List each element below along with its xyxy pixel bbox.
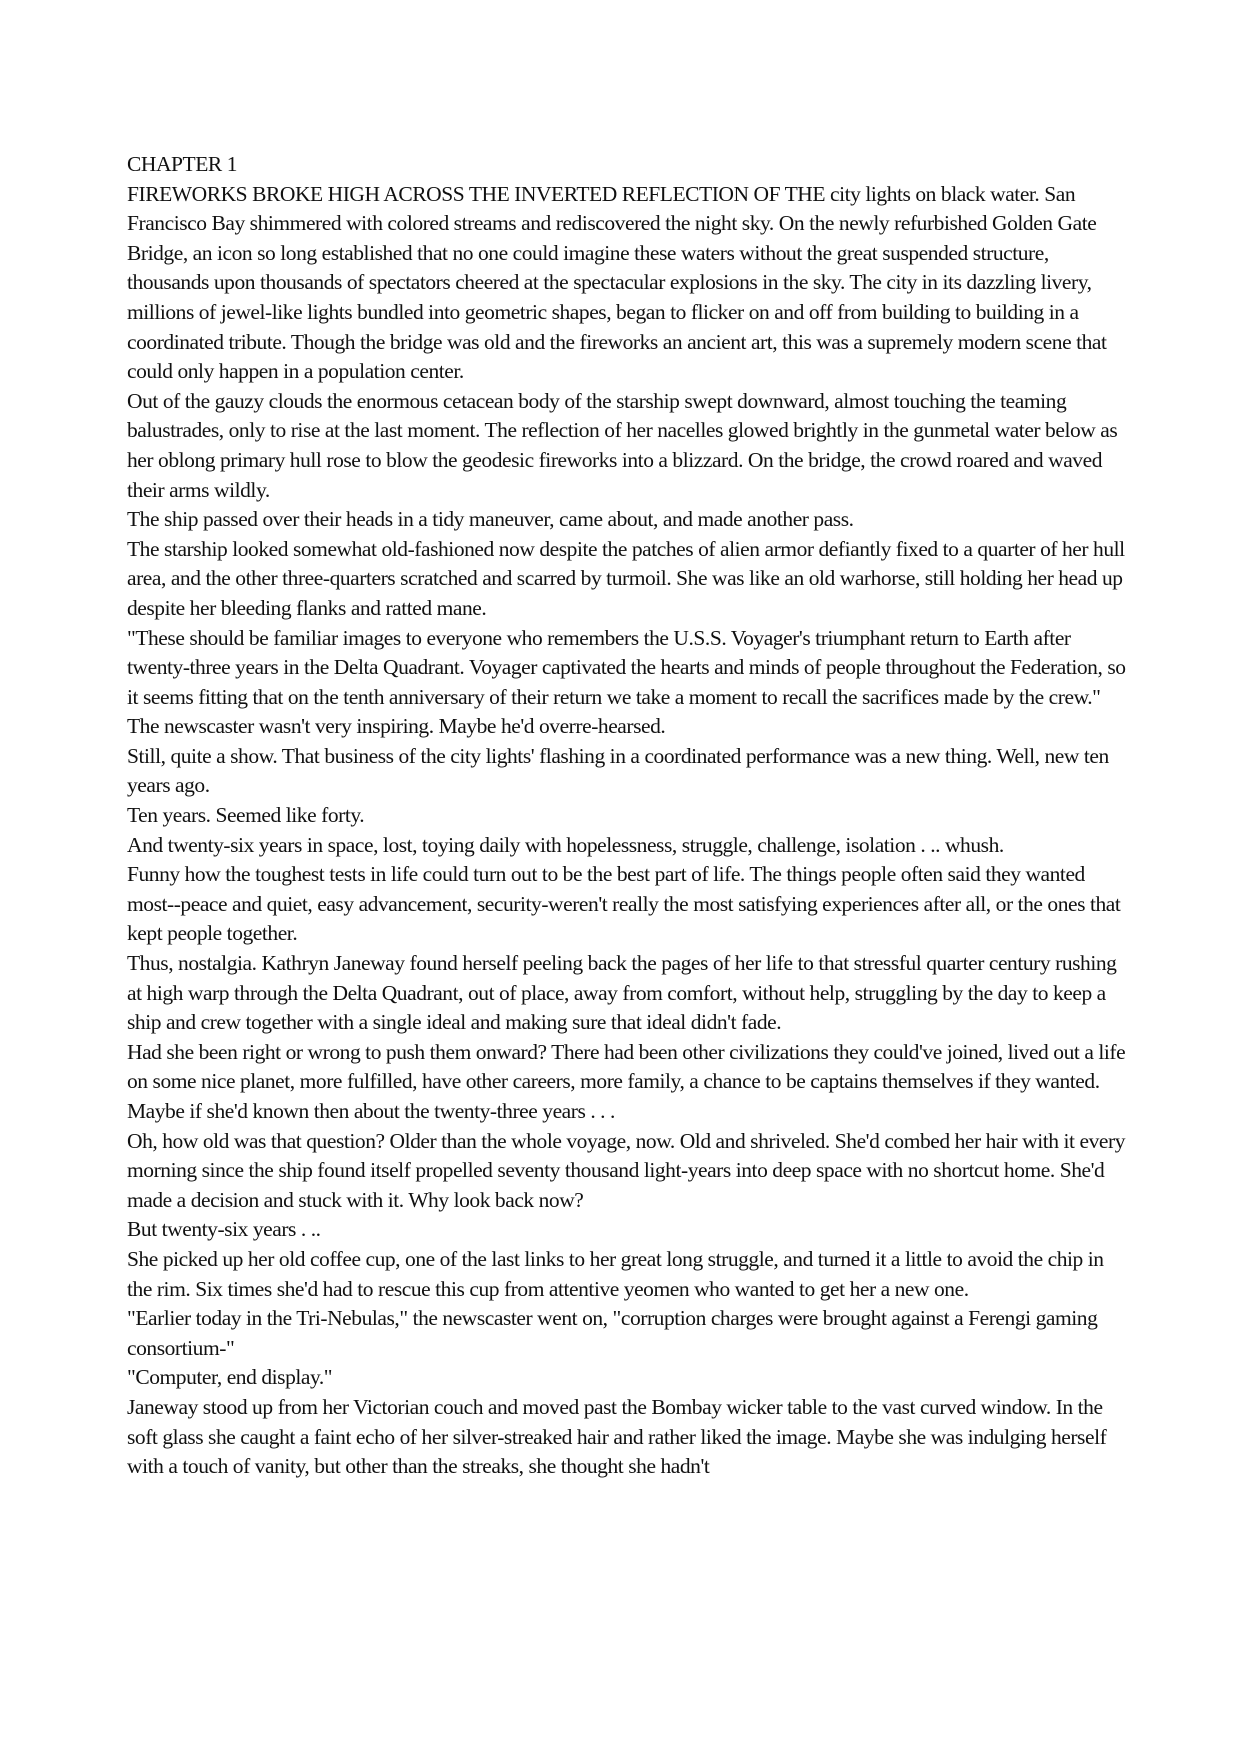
paragraph: "Earlier today in the Tri-Nebulas," the newscaster went on, "corruption charges were brought against a Ferengi gaming consortium-"	[127, 1306, 1098, 1360]
document-page	[127, 150, 1127, 1482]
paragraph: But twenty-six years . ..	[127, 1217, 321, 1242]
paragraph: Out of the gauzy clouds the enormous cetacean body of the starship swept downward, almost touching the teaming balustrades, only to rise at the last moment. The reflection of her nacelles glowed brightly in the gunmetal water below as her oblong primary hull rose to blow the geodesic fireworks into a blizzard. On the bridge, the crowd roared and waved their arms wildly.	[127, 388, 1118, 502]
chapter-heading: CHAPTER 1	[127, 152, 238, 176]
paragraph: "These should be familiar images to everyone who remembers the U.S.S. Voyager's triumphant return to Earth after twenty-three years in the Delta Quadrant. Voyager captivated the hearts and minds of people throughout the Federation, so it seems fitting that on the tenth anniversary of their return we take a moment to recall the sacrifices made by the crew."	[127, 625, 1126, 709]
paragraph: Still, quite a show. That business of the city lights' flashing in a coordinated performance was a new thing. Well, new ten years ago.	[127, 743, 1109, 798]
paragraph: Janeway stood up from her Victorian couch and moved past the Bombay wicker table to the vast curved window. In the soft glass she caught a faint echo of her silver-streaked hair and rather liked the image. Maybe she was indulging herself with a touch of vanity, but other than the streaks, she thought she hadn't	[127, 1394, 1107, 1479]
paragraph: Funny how the toughest tests in life could turn out to be the best part of life. The things people often said they wanted most--peace and quiet, easy advancement, security-weren't really the most satisfying experiences after all, or the ones that kept people together.	[127, 862, 1121, 946]
paragraph: Thus, nostalgia. Kathryn Janeway found herself peeling back the pages of her life to that stressful quarter century rushing at high warp through the Delta Quadrant, out of place, away from comfort, without help, struggling by the day to keep a ship and crew together with a single ideal and making sure that ideal didn't fade.	[127, 951, 1117, 1035]
paragraph: FIREWORKS BROKE HIGH ACROSS THE INVERTED REFLECTION OF THE city lights on black water. San Francisco Bay shimmered with colored streams and rediscovered the night sky. On the newly refurbished Golden Gate Bridge, an icon so long established that no one could imagine these waters without the great suspended structure, thousands upon thousands of spectators cheered at the spectacular explosions in the sky. The city in its dazzling livery, millions of jewel-like lights bundled into geometric shapes, began to flicker on and off from building to building in a coordinated tribute. Though the bridge was old and the fireworks an ancient art, this was a supremely modern scene that could only happen in a population center.	[127, 181, 1107, 384]
paragraph: The starship looked somewhat old-fashioned now despite the patches of alien armor defiantly fixed to a quarter of her hull area, and the other three-quarters scratched and scarred by turmoil. She was like an old warhorse, still holding her head up despite her bleeding flanks and ratted mane.	[127, 536, 1125, 620]
paragraph: And twenty-six years in space, lost, toying daily with hopelessness, struggle, challenge, isolation . .. whush.	[127, 832, 1004, 857]
paragraph: Ten years. Seemed like forty.	[127, 803, 365, 828]
paragraph: The ship passed over their heads in a tidy maneuver, came about, and made another pass.	[127, 507, 854, 532]
paragraph: "Computer, end display."	[127, 1365, 333, 1390]
paragraph: Had she been right or wrong to push them onward? There had been other civilizations they could've joined, lived out a life on some nice planet, more fulfilled, have other careers, more family, a chance to be captains themselves if they wanted. Maybe if she'd known then about the twenty-three years . . .	[127, 1039, 1126, 1123]
paragraph: She picked up her old coffee cup, one of the last links to her great long struggle, and turned it a little to avoid the chip in the rim. Six times she'd had to rescue this cup from attentive yeomen who wanted to get her a new one.	[127, 1246, 1104, 1301]
paragraph: The newscaster wasn't very inspiring. Maybe he'd overre-hearsed.	[127, 714, 666, 739]
paragraph: Oh, how old was that question? Older than the whole voyage, now. Old and shriveled. She'd combed her hair with it every morning since the ship found itself propelled seventy thousand light-years into deep space with no shortcut home. She'd made a decision and stuck with it. Why look back now?	[127, 1128, 1125, 1212]
